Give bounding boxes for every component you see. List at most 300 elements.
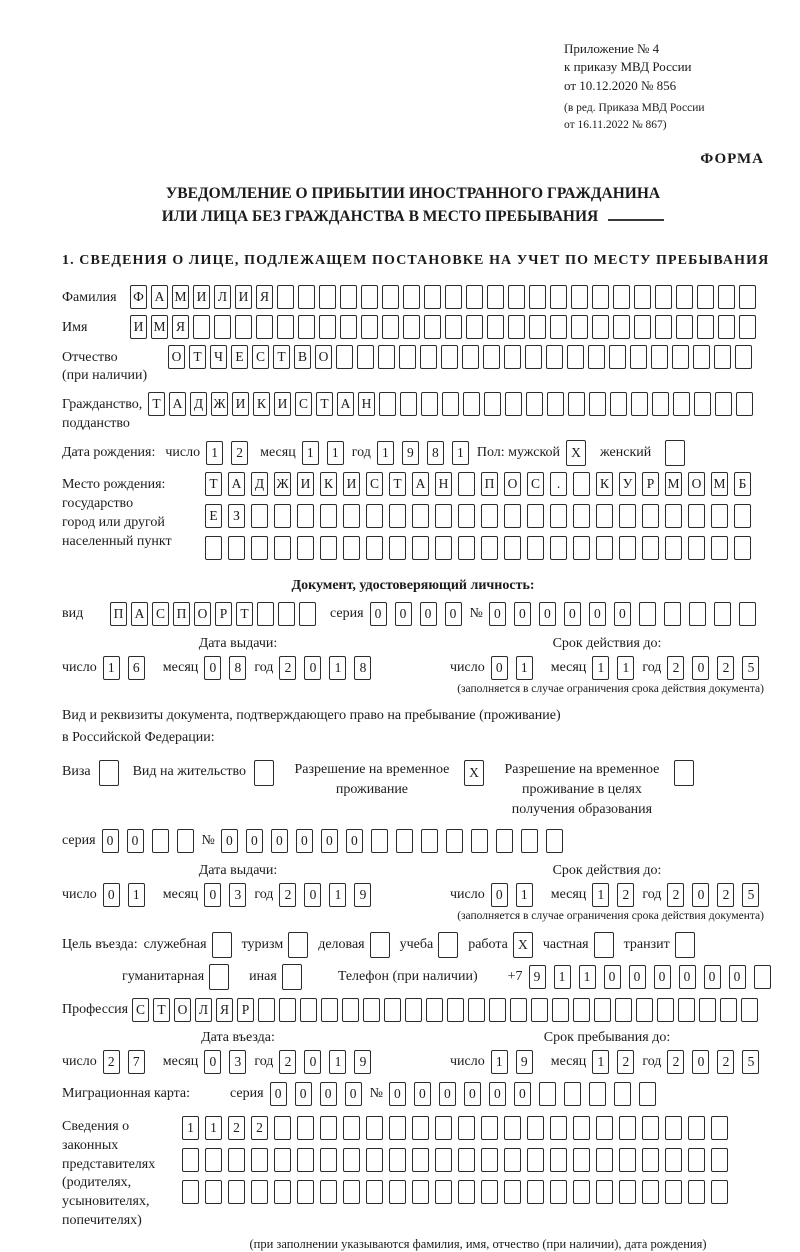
char-cell: Т [389, 472, 406, 496]
char-cell: О [174, 998, 191, 1022]
entry-month-cells [204, 1050, 254, 1074]
doc-number-label: № [469, 606, 483, 622]
char-cell [754, 965, 771, 989]
char-cell [552, 998, 569, 1022]
char-cell: X [566, 440, 586, 466]
migration-number-cells [389, 1082, 664, 1106]
char-cell: С [152, 602, 169, 626]
char-cell: 2 [617, 883, 634, 907]
char-cell [689, 602, 706, 626]
doc-number-cells [489, 602, 764, 626]
char-cell [447, 998, 464, 1022]
char-cell [389, 536, 406, 560]
char-cell [152, 829, 169, 853]
surname-label: Фамилия [62, 289, 117, 305]
char-cell [505, 392, 522, 416]
char-cell: А [412, 472, 429, 496]
purpose-official-checkbox [212, 932, 232, 958]
char-cell [462, 345, 479, 369]
char-cell: 0 [345, 1082, 362, 1106]
char-cell [235, 315, 252, 339]
char-cell [694, 392, 711, 416]
char-cell [279, 998, 296, 1022]
char-cell: М [711, 472, 728, 496]
char-cell [421, 392, 438, 416]
char-cell [619, 536, 636, 560]
char-cell [297, 536, 314, 560]
char-cell: 0 [389, 1082, 406, 1106]
char-cell: П [173, 602, 190, 626]
char-cell: Р [237, 998, 254, 1022]
month-label: месяц [260, 445, 296, 461]
char-cell [366, 1116, 383, 1140]
sex-male-label: Пол: мужской [476, 445, 561, 461]
char-cell: 1 [516, 883, 533, 907]
char-cell: 0 [370, 602, 387, 626]
char-cell [546, 829, 563, 853]
char-cell: 1 [554, 965, 571, 989]
char-cell [609, 345, 626, 369]
char-cell [504, 1116, 521, 1140]
valid-month-cells [592, 656, 642, 680]
entry-year-cells [279, 1050, 379, 1074]
char-cell: 0 [103, 883, 120, 907]
char-cell [458, 472, 475, 496]
char-cell [739, 602, 756, 626]
char-cell: 0 [127, 829, 144, 853]
char-cell [481, 1148, 498, 1172]
char-cell: 0 [439, 1082, 456, 1106]
char-cell [366, 1180, 383, 1204]
char-cell: . [550, 472, 567, 496]
char-cell: 0 [320, 1082, 337, 1106]
char-cell [711, 536, 728, 560]
char-cell: 0 [489, 602, 506, 626]
char-cell [573, 504, 590, 528]
citizenship-label: Гражданство, подданство [62, 397, 143, 432]
valid-until-line: число 0 1 месяц 1 1 год 2 0 2 5 [450, 656, 764, 680]
purpose-official: служебная [144, 932, 232, 958]
char-cell: 1 [592, 1050, 609, 1074]
legal-reps-label: Сведения о законных представителях (родителях, усыновителях, попечителях) [62, 1118, 156, 1229]
name-cells [130, 315, 760, 339]
char-cell [277, 315, 294, 339]
valid-day-cells [491, 656, 541, 680]
char-cell [435, 1148, 452, 1172]
char-cell [634, 315, 651, 339]
char-cell: 0 [514, 602, 531, 626]
char-cell [693, 345, 710, 369]
char-cell: А [151, 285, 168, 309]
doc-type-label: вид [62, 606, 84, 622]
char-cell [739, 285, 756, 309]
char-cell: 1 [327, 441, 344, 465]
char-cell [481, 536, 498, 560]
char-cell: С [366, 472, 383, 496]
char-cell: 0 [489, 1082, 506, 1106]
option-visa: Виза [62, 760, 119, 786]
char-cell [361, 285, 378, 309]
char-cell: 1 [491, 1050, 508, 1074]
form-title-line1: УВЕДОМЛЕНИЕ О ПРИБЫТИИ ИНОСТРАННОГО ГРАЖДАНИНА [165, 185, 661, 203]
char-cell: 0 [589, 602, 606, 626]
char-cell [458, 1116, 475, 1140]
char-cell [711, 504, 728, 528]
char-cell [676, 285, 693, 309]
char-cell [366, 504, 383, 528]
char-cell: 5 [742, 1050, 759, 1074]
doc-type-cells [110, 602, 320, 626]
char-cell [336, 345, 353, 369]
char-cell [343, 536, 360, 560]
char-cell [550, 315, 567, 339]
purpose-tourism-checkbox [288, 932, 308, 958]
char-cell [652, 392, 669, 416]
char-cell [504, 504, 521, 528]
char-cell [539, 1082, 556, 1106]
char-cell [389, 1180, 406, 1204]
profession-row [62, 998, 764, 1022]
purpose-study-checkbox [438, 932, 458, 958]
char-cell [504, 345, 521, 369]
char-cell [319, 315, 336, 339]
char-cell: 0 [420, 602, 437, 626]
char-cell [438, 932, 458, 958]
name-row [62, 315, 764, 339]
char-cell [274, 1180, 291, 1204]
char-cell [99, 760, 119, 786]
char-cell: А [228, 472, 245, 496]
char-cell: Т [148, 392, 165, 416]
char-cell [734, 536, 751, 560]
char-cell: 0 [270, 1082, 287, 1106]
char-cell: 2 [617, 1050, 634, 1074]
char-cell [481, 1116, 498, 1140]
char-cell: 0 [295, 1082, 312, 1106]
char-cell [412, 1180, 429, 1204]
char-cell: К [320, 472, 337, 496]
char-cell: 3 [229, 1050, 246, 1074]
purpose-row-2 [122, 964, 764, 990]
issue-date-heading: Дата выдачи: [198, 636, 278, 652]
phone-prefix: +7 [507, 968, 523, 984]
residence-valid-line: число 0 1 месяц 1 2 год 2 0 2 5 [450, 883, 764, 907]
char-cell: И [193, 285, 210, 309]
char-cell [481, 504, 498, 528]
char-cell: Р [642, 472, 659, 496]
legal-reps-row-1 [182, 1116, 734, 1140]
char-cell: 0 [304, 656, 321, 680]
char-cell [735, 345, 752, 369]
char-cell [741, 998, 758, 1022]
char-cell [177, 829, 194, 853]
char-cell [567, 345, 584, 369]
char-cell [274, 1116, 291, 1140]
char-cell: А [131, 602, 148, 626]
char-cell: Т [205, 472, 222, 496]
char-cell: Т [236, 602, 253, 626]
issue-year-cells [279, 656, 379, 680]
char-cell [688, 1148, 705, 1172]
residence-number-label: № [201, 832, 215, 848]
char-cell [297, 504, 314, 528]
migration-number-label: № [369, 1085, 383, 1101]
residence-validity-note: (заполняется в случае ограничения срока действия документа) [457, 909, 764, 922]
char-cell: 1 [103, 656, 120, 680]
char-cell [592, 285, 609, 309]
char-cell: Н [435, 472, 452, 496]
patronymic-label: Отчество (при наличии) [62, 349, 148, 384]
purpose-business-checkbox [370, 932, 390, 958]
char-cell [182, 1148, 199, 1172]
residence-issue-month-cells [204, 883, 254, 907]
char-cell [711, 1116, 728, 1140]
migration-series-label: серия [230, 1085, 264, 1101]
char-cell: 8 [354, 656, 371, 680]
char-cell [320, 1180, 337, 1204]
char-cell: 2 [279, 656, 296, 680]
char-cell [675, 932, 695, 958]
char-cell: 3 [229, 883, 246, 907]
char-cell: И [235, 285, 252, 309]
residence-valid-heading: Срок действия до: [552, 862, 662, 878]
char-cell: 2 [231, 441, 248, 465]
char-cell: Л [214, 285, 231, 309]
char-cell: 8 [229, 656, 246, 680]
char-cell [300, 998, 317, 1022]
purpose-row-1 [62, 932, 764, 958]
char-cell: 1 [205, 1116, 222, 1140]
purpose-other-checkbox [282, 964, 302, 990]
residence-series-cells [102, 829, 202, 853]
char-cell: 1 [617, 656, 634, 680]
form-title-line2: ИЛИ ЛИЦА БЕЗ ГРАЖДАНСТВА В МЕСТО ПРЕБЫВАНИЯ [62, 205, 764, 228]
char-cell: 9 [354, 883, 371, 907]
char-cell: Ф [130, 285, 147, 309]
char-cell [389, 1116, 406, 1140]
char-cell [619, 504, 636, 528]
char-cell: 5 [742, 656, 759, 680]
char-cell [489, 998, 506, 1022]
char-cell [435, 1116, 452, 1140]
char-cell: 8 [427, 441, 444, 465]
char-cell: И [232, 392, 249, 416]
char-cell [711, 1148, 728, 1172]
annex-edit-line: (в ред. Приказа МВД России [564, 102, 705, 115]
char-cell: 2 [717, 656, 734, 680]
char-cell: 1 [302, 441, 319, 465]
visa-checkbox [99, 760, 119, 786]
char-cell [468, 998, 485, 1022]
legal-reps-caption: (при заполнении указываются фамилия, имя, отчество (при наличии), дата рождения) [249, 1237, 707, 1252]
char-cell [396, 829, 413, 853]
char-cell [442, 392, 459, 416]
char-cell [631, 392, 648, 416]
char-cell [389, 1148, 406, 1172]
char-cell [665, 1148, 682, 1172]
char-cell: 0 [304, 1050, 321, 1074]
char-cell [435, 1180, 452, 1204]
char-cell [412, 1116, 429, 1140]
char-cell: 1 [452, 441, 469, 465]
residence-issue-line: число 0 1 месяц 0 3 год 2 0 1 9 [62, 883, 414, 907]
char-cell [481, 1180, 498, 1204]
char-cell: Я [172, 315, 189, 339]
char-cell [382, 315, 399, 339]
char-cell [357, 345, 374, 369]
char-cell [550, 536, 567, 560]
char-cell [688, 1116, 705, 1140]
char-cell: 2 [667, 656, 684, 680]
char-cell: 0 [395, 602, 412, 626]
char-cell [615, 998, 632, 1022]
birth-place-row-2 [205, 504, 757, 528]
char-cell: Ч [210, 345, 227, 369]
char-cell [193, 315, 210, 339]
identity-doc-heading: Документ, удостоверяющий личность: [291, 578, 535, 594]
char-cell: 0 [704, 965, 721, 989]
char-cell: К [596, 472, 613, 496]
char-cell [550, 504, 567, 528]
char-cell: 7 [128, 1050, 145, 1074]
purpose-tourism: туризм [242, 932, 309, 958]
entry-date-line: число 2 7 месяц 0 3 год 2 0 1 9 [62, 1050, 414, 1074]
identity-doc-dates [62, 636, 764, 695]
char-cell [435, 504, 452, 528]
char-cell [527, 1148, 544, 1172]
purpose-transit-checkbox [675, 932, 695, 958]
char-cell: Д [251, 472, 268, 496]
valid-until-heading: Срок действия до: [552, 636, 662, 652]
char-cell [209, 964, 229, 990]
temp-residence-education-checkbox [674, 760, 694, 786]
char-cell [504, 536, 521, 560]
phone-cells [529, 965, 779, 989]
char-cell [510, 998, 527, 1022]
patronymic-row [62, 345, 764, 387]
char-cell: 1 [377, 441, 394, 465]
char-cell [379, 392, 396, 416]
char-cell: В [294, 345, 311, 369]
char-cell: О [168, 345, 185, 369]
char-cell: И [297, 472, 314, 496]
annex-reference-block [564, 40, 764, 133]
char-cell [546, 345, 563, 369]
char-cell [573, 998, 590, 1022]
char-cell [531, 998, 548, 1022]
char-cell: Р [215, 602, 232, 626]
char-cell: 0 [464, 1082, 481, 1106]
char-cell: Т [189, 345, 206, 369]
residence-valid-day-cells [491, 883, 541, 907]
residence-valid-year-cells [667, 883, 767, 907]
char-cell [366, 536, 383, 560]
birth-place-grid [205, 472, 757, 568]
char-cell [634, 285, 651, 309]
char-cell [596, 1180, 613, 1204]
name-label: Имя [62, 319, 88, 335]
surname-cells [130, 285, 760, 309]
sex-female-checkbox [665, 440, 685, 466]
char-cell: Л [195, 998, 212, 1022]
char-cell [458, 1180, 475, 1204]
char-cell: X [464, 760, 484, 786]
char-cell [573, 472, 590, 496]
char-cell [588, 345, 605, 369]
purpose-work: работа X [468, 932, 533, 958]
char-cell [412, 504, 429, 528]
validity-note: (заполняется в случае ограничения срока действия документа) [457, 683, 764, 696]
migration-series-cells [270, 1082, 370, 1106]
char-cell [274, 504, 291, 528]
char-cell: 9 [529, 965, 546, 989]
char-cell [596, 1116, 613, 1140]
char-cell [550, 1180, 567, 1204]
purpose-humanitarian: гуманитарная [122, 964, 229, 990]
char-cell: С [132, 998, 149, 1022]
residence-permit-options [62, 760, 764, 821]
char-cell: О [688, 472, 705, 496]
char-cell: 1 [579, 965, 596, 989]
char-cell: 0 [604, 965, 621, 989]
char-cell: 1 [592, 883, 609, 907]
char-cell: 9 [402, 441, 419, 465]
char-cell [665, 440, 685, 466]
char-cell: 0 [679, 965, 696, 989]
valid-year-cells [667, 656, 767, 680]
char-cell [426, 998, 443, 1022]
annex-line: к приказу МВД России [564, 59, 692, 75]
char-cell [228, 1148, 245, 1172]
char-cell [205, 1180, 222, 1204]
char-cell: 0 [414, 1082, 431, 1106]
char-cell [688, 504, 705, 528]
char-cell [674, 760, 694, 786]
char-cell [589, 392, 606, 416]
char-cell [573, 1180, 590, 1204]
char-cell: 0 [629, 965, 646, 989]
char-cell: 1 [329, 883, 346, 907]
char-cell [614, 1082, 631, 1106]
char-cell: К [253, 392, 270, 416]
purpose-private-checkbox [594, 932, 614, 958]
char-cell: 0 [729, 965, 746, 989]
entry-date-heading: Дата въезда: [201, 1029, 275, 1045]
char-cell: О [315, 345, 332, 369]
char-cell: 0 [296, 829, 313, 853]
char-cell: 0 [614, 602, 631, 626]
char-cell [298, 285, 315, 309]
char-cell: Т [153, 998, 170, 1022]
char-cell: 1 [592, 656, 609, 680]
char-cell: 0 [514, 1082, 531, 1106]
char-cell [592, 315, 609, 339]
purpose-private: частная [543, 932, 614, 958]
char-cell [251, 1148, 268, 1172]
year-label: год [351, 445, 371, 461]
issue-day-cells [103, 656, 153, 680]
char-cell [297, 1148, 314, 1172]
char-cell: 2 [279, 1050, 296, 1074]
purpose-study: учеба [400, 932, 459, 958]
char-cell [343, 504, 360, 528]
residence-valid-month-cells [592, 883, 642, 907]
char-cell [573, 1116, 590, 1140]
migration-card-row [62, 1082, 764, 1106]
char-cell [527, 504, 544, 528]
residence-doc-dates [62, 863, 764, 922]
char-cell [484, 392, 501, 416]
